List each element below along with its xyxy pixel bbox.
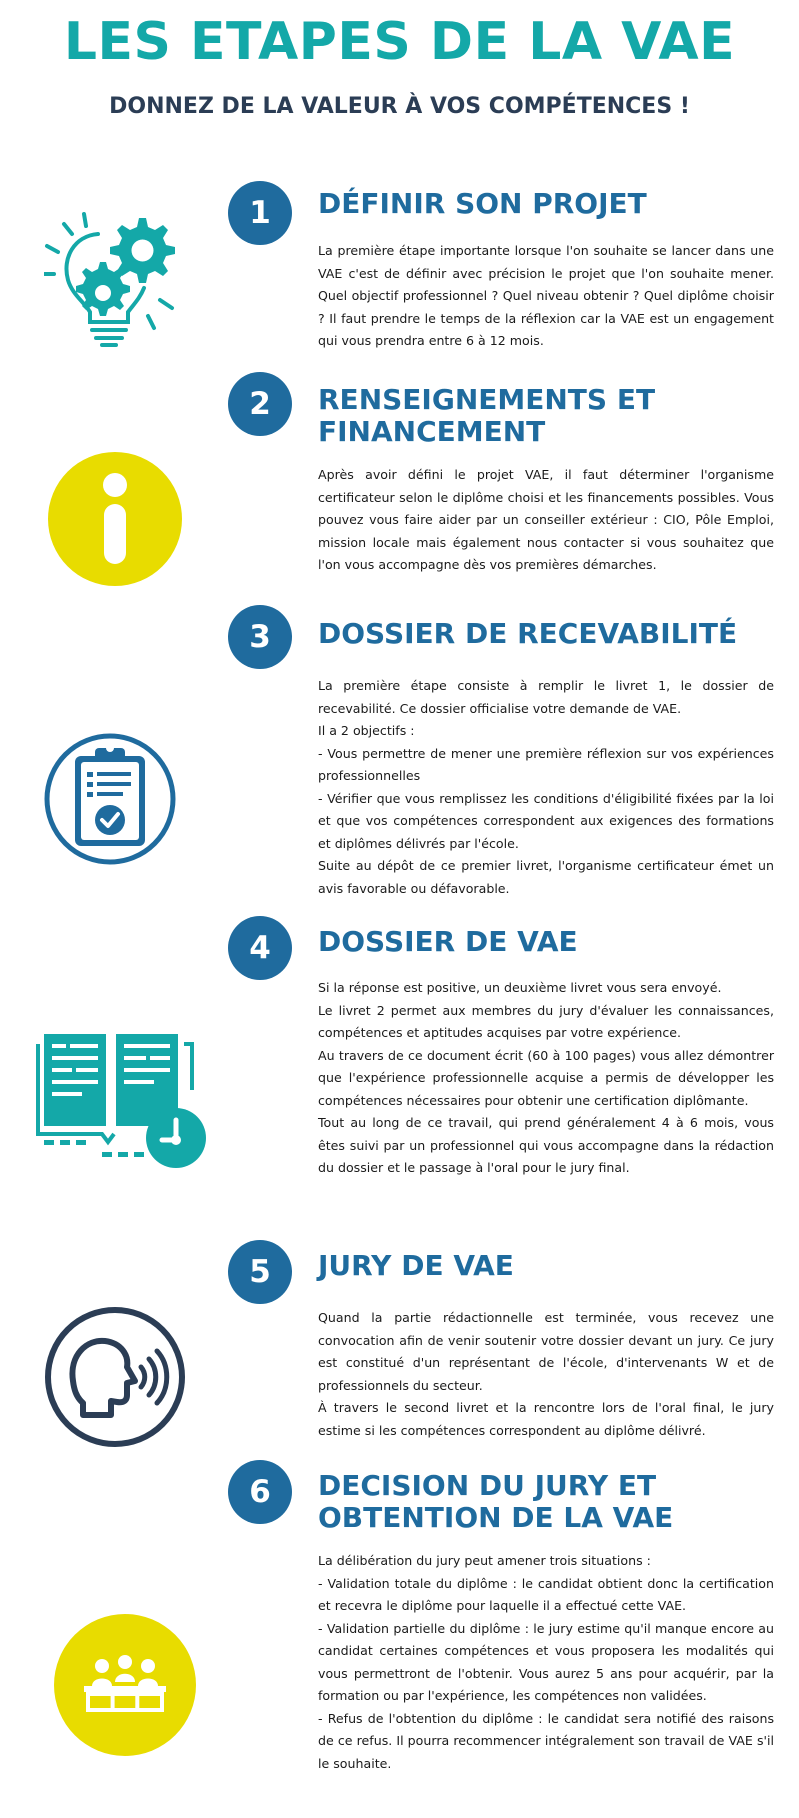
step-5-paragraph-2: À travers le second livret et la rencontre lors de l'oral final, le jury estime si les compétences correspondent au diplôme délivré.: [318, 1400, 774, 1438]
book-clock-icon: [36, 1030, 212, 1170]
step-4-paragraph-1: Si la réponse est positive, un deuxième livret vous sera envoyé.: [318, 980, 722, 995]
step-6-title: DECISION DU JURY ET OBTENTION DE LA VAE: [318, 1469, 674, 1534]
step-5-paragraph-1: Quand la partie rédactionnelle est terminée, vous recevez une convocation afin de venir soutenir votre dossier devant un jury. Ce jury est constitué d'un représentant de l'école, d'intervenants W et de professionnels du secteur.: [318, 1310, 774, 1393]
step-1-text: [318, 240, 774, 353]
clipboard-check-icon: [43, 732, 177, 866]
speaking-head-icon: [43, 1305, 187, 1449]
step-1-number: 1: [228, 181, 292, 245]
step-2-number: 2: [228, 372, 292, 436]
lightbulb-gears-icon: [44, 212, 194, 352]
step-3-paragraph-4: - Vérifier que vous remplissez les conditions d'éligibilité fixées par la loi et que vos compétences correspondent aux exigences des formations et diplômes délivrés par l'école.: [318, 790, 774, 851]
step-6-number: 6: [228, 1460, 292, 1524]
step-3-title: DOSSIER DE RECEVABILITÉ: [318, 617, 738, 650]
step-2-text: [318, 464, 774, 577]
step-6-paragraph-1: La délibération du jury peut amener trois situations :: [318, 1553, 651, 1568]
step-3-text: [318, 675, 774, 900]
info-icon: [48, 452, 182, 586]
step-3-paragraph-1: La première étape consiste à remplir le livret 1, le dossier de recevabilité. Ce dossier officialise votre demande de VAE.: [318, 678, 774, 716]
step-1-title: DÉFINIR SON PROJET: [318, 187, 647, 220]
step-4-text: [318, 977, 774, 1180]
step-4-paragraph-3: Au travers de ce document écrit (60 à 100 pages) vous allez démontrer que l'expérience professionnelle acquise a permis de développer les compétences nécessaires pour obtenir une certification diplômante.: [318, 1047, 774, 1108]
step-4-paragraph-4: Tout au long de ce travail, qui prend généralement 4 à 6 mois, vous êtes suivi par un professionnel qui vous accompagne dans la rédaction du dossier et le passage à l'oral pour le jury final.: [318, 1115, 774, 1175]
step-6-paragraph-2: - Validation totale du diplôme : le candidat obtient donc la certification et recevra le diplôme pour laquelle il a effectué cette VAE.: [318, 1575, 774, 1613]
step-6-paragraph-4: - Refus de l'obtention du diplôme : le candidat sera notifié des raisons de ce refus. Il pourra recommencer intégralement son travail de VAE s'il le souhaite.: [318, 1710, 774, 1771]
step-3-number: 3: [228, 605, 292, 669]
jury-panel-icon: [54, 1614, 196, 1756]
step-2-title: RENSEIGNEMENTS ET FINANCEMENT: [318, 383, 656, 448]
step-5-title: JURY DE VAE: [318, 1249, 514, 1282]
step-5-number: 5: [228, 1240, 292, 1304]
step-3-paragraph-2: Il a 2 objectifs :: [318, 723, 415, 738]
step-3-paragraph-5: Suite au dépôt de ce premier livret, l'organisme certificateur émet un avis favorable ou défavorable.: [318, 858, 774, 896]
step-4-number: 4: [228, 916, 292, 980]
step-4-title: DOSSIER DE VAE: [318, 925, 578, 958]
step-6-paragraph-3: - Validation partielle du diplôme : le jury estime qu'il manque encore au candidat certaines compétences et vous proposera les modalités qui vous permettront de l'obtenir. Vous aurez 5 ans pour acquérir, par la formation ou par l'expérience, les compétences non validées.: [318, 1620, 774, 1703]
step-6-text: [318, 1550, 774, 1775]
step-4-paragraph-2: Le livret 2 permet aux membres du jury d'évaluer les connaissances, compétences et aptitudes acquises par votre expérience.: [318, 1002, 774, 1040]
step-5-text: [318, 1307, 774, 1442]
step-2-paragraph: Après avoir défini le projet VAE, il faut déterminer l'organisme certificateur selon le diplôme choisi et les financements possibles. Vous pouvez vous faire aider par un conseiller extérieur : CIO, Pôle Emploi, mission locale mais également nous contacter si vous souhaitez que l'on vous accompagne dès vos premières démarches.: [318, 467, 774, 572]
step-1-paragraph: La première étape importante lorsque l'on souhaite se lancer dans une VAE c'est de définir avec précision le projet que l'on souhaite mener. Quel objectif professionnel ? Quel niveau obtenir ? Quel diplôme choisir ? Il faut prendre le temps de la réflexion car la VAE est un engagement qui vous prendra entre 6 à 12 mois.: [318, 243, 774, 348]
page-title: LES ETAPES DE LA VAE: [63, 12, 736, 72]
page-subtitle: DONNEZ DE LA VALEUR À VOS COMPÉTENCES !: [109, 94, 690, 119]
step-3-paragraph-3: - Vous permettre de mener une première réflexion sur vos expériences professionnelles: [318, 745, 774, 783]
